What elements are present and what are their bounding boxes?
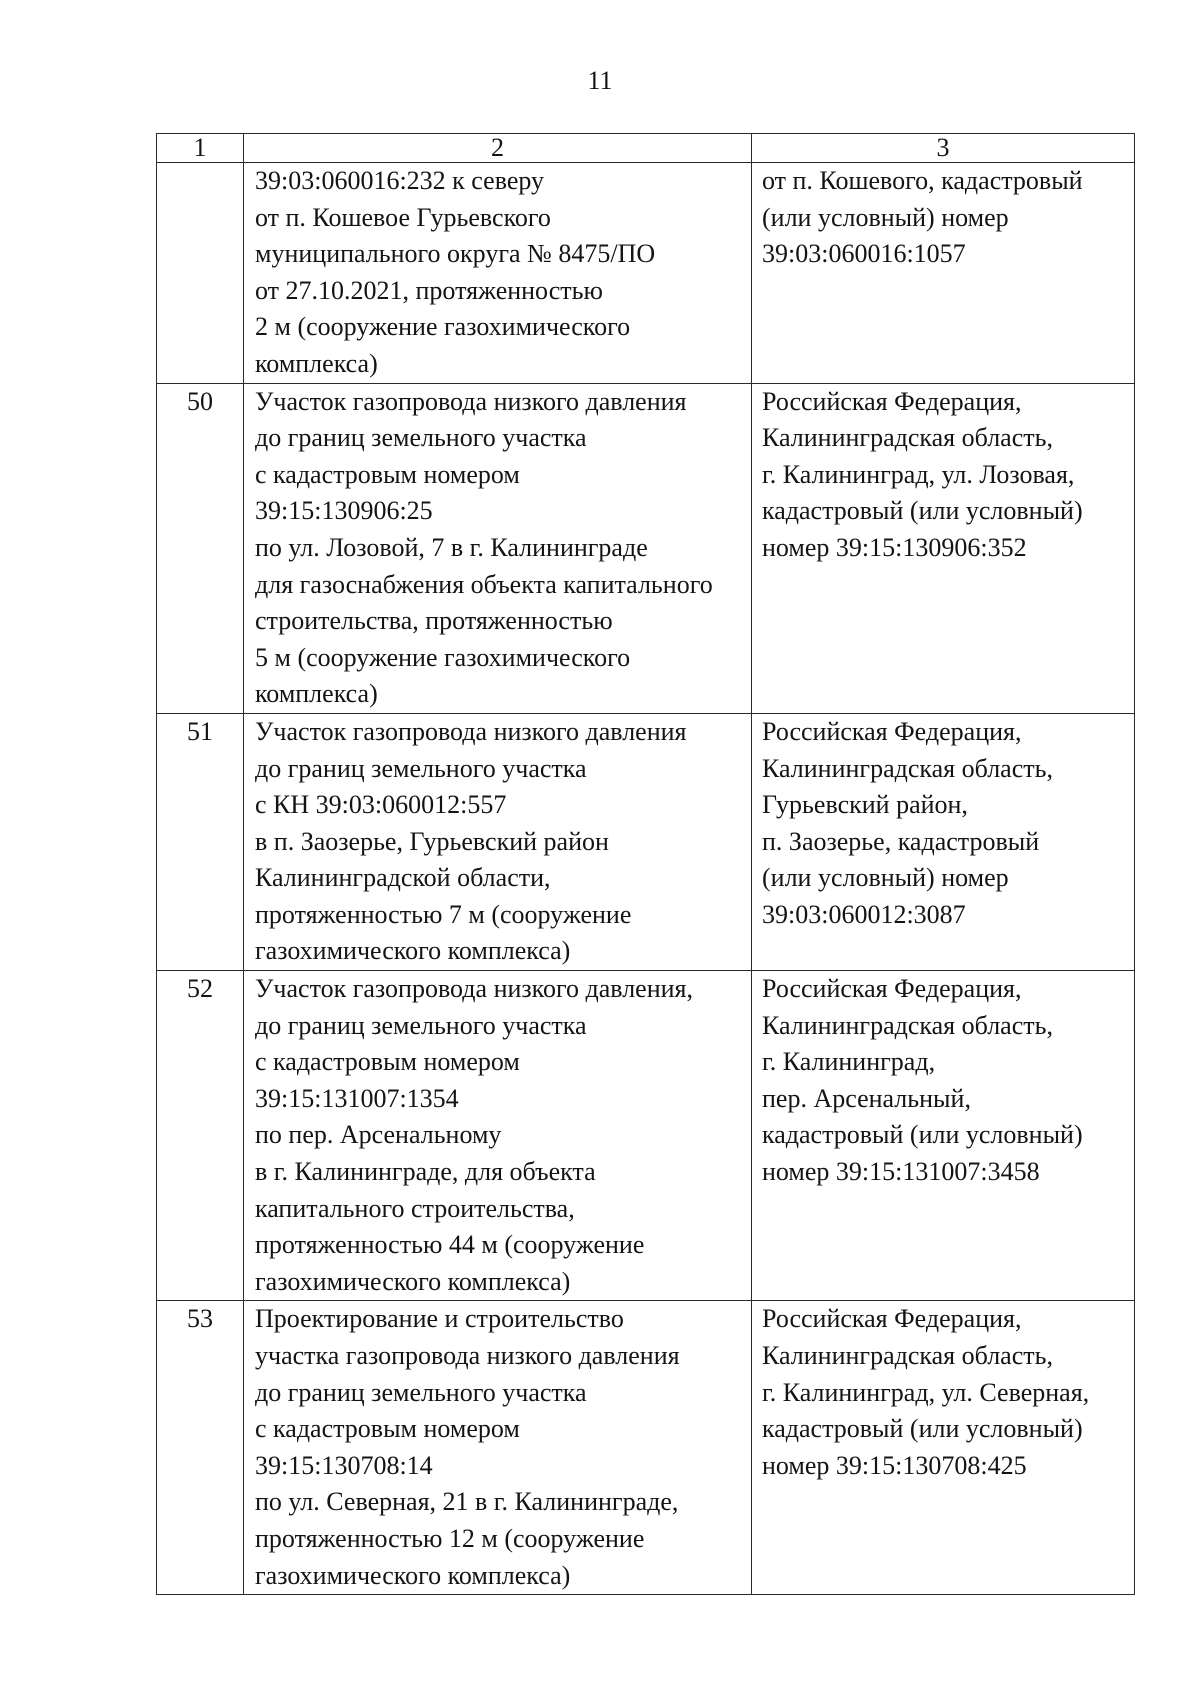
location-address-line: Калининградская область,	[762, 753, 1053, 783]
object-description-line: протяженностью 12 м (сооружение	[255, 1523, 645, 1553]
location-address-line: п. Заозерье, кадастровый	[762, 826, 1040, 856]
object-description-line: 2 м (сооружение газохимического	[255, 312, 631, 342]
row-number	[157, 163, 244, 384]
object-description-line: протяженностью 44 м (сооружение	[255, 1230, 645, 1260]
object-description-line: для газоснабжения объекта капитального	[255, 569, 713, 599]
column-header-number: 1	[157, 134, 244, 163]
object-description-line: Калининградской области,	[255, 863, 551, 893]
location-address-cell	[752, 713, 1135, 970]
location-address-line: Калининградская область,	[762, 423, 1053, 453]
table-row	[157, 383, 1135, 713]
object-description-line: капитального строительства,	[255, 1193, 575, 1223]
row-number: 50	[157, 383, 244, 713]
object-description-line: от 27.10.2021, протяженностью	[255, 275, 603, 305]
object-description-line: до границ земельного участка	[255, 423, 587, 453]
object-description-line: участка газопровода низкого давления	[255, 1341, 680, 1370]
location-address-line: от п. Кошевого, кадастровый	[762, 166, 1083, 195]
object-description-line: строительства, протяженностью	[255, 606, 613, 636]
object-description-line: муниципального округа № 8475/ПО	[255, 239, 656, 269]
object-description-line: от п. Кошевое Гурьевского	[255, 202, 551, 232]
registry-table	[156, 133, 1135, 1595]
object-description-line: 39:15:130906:25	[255, 496, 433, 526]
object-description-line: в п. Заозерье, Гурьевский район	[255, 826, 609, 856]
column-header-address: 3	[752, 134, 1135, 163]
location-address-line: Калининградская область,	[762, 1010, 1053, 1040]
object-description-line: 39:03:060016:232 к северу	[255, 166, 545, 195]
location-address-line: кадастровый (или условный)	[762, 1414, 1083, 1444]
location-address-line: номер 39:15:130906:352	[762, 532, 1027, 562]
object-description-cell	[244, 971, 752, 1301]
location-address-cell	[752, 971, 1135, 1301]
object-description-line: до границ земельного участка	[255, 753, 587, 783]
object-description-line: газохимического комплекса)	[255, 1560, 571, 1590]
object-description-line: 39:15:131007:1354	[255, 1083, 459, 1113]
location-address-line: Гурьевский район,	[762, 790, 968, 820]
location-address-line: номер 39:15:130708:425	[762, 1450, 1027, 1480]
location-address-line: кадастровый (или условный)	[762, 1120, 1083, 1150]
row-number: 53	[157, 1301, 244, 1595]
table-row	[157, 713, 1135, 970]
object-description-line: газохимического комплекса)	[255, 936, 571, 966]
column-header-description: 2	[244, 134, 752, 163]
location-address-line: Российская Федерация,	[762, 1304, 1022, 1334]
object-description-line: с КН 39:03:060012:557	[255, 790, 507, 820]
location-address-line: Калининградская область,	[762, 1341, 1053, 1370]
object-description-line: по пер. Арсенальному	[255, 1120, 502, 1150]
row-number: 51	[157, 713, 244, 970]
object-description-line: Проектирование и строительство	[255, 1304, 624, 1334]
location-address-line: г. Калининград, ул. Лозовая,	[762, 459, 1075, 489]
location-address-line: пер. Арсенальный,	[762, 1083, 971, 1113]
location-address-line: (или условный) номер	[762, 863, 1009, 893]
object-description-line: до границ земельного участка	[255, 1377, 587, 1407]
location-address-line: 39:03:060016:1057	[762, 239, 966, 269]
table-body	[157, 163, 1135, 1595]
object-description-cell	[244, 163, 752, 384]
object-description-line: комплекса)	[255, 348, 378, 378]
location-address-line: (или условный) номер	[762, 202, 1009, 232]
object-description-line: комплекса)	[255, 679, 378, 709]
location-address-line: номер 39:15:131007:3458	[762, 1157, 1040, 1187]
object-description-line: Участок газопровода низкого давления,	[255, 974, 694, 1004]
table-header	[157, 134, 1135, 163]
object-description-line: по ул. Лозовой, 7 в г. Калининграде	[255, 532, 648, 562]
location-address-line: Российская Федерация,	[762, 716, 1022, 746]
object-description-line: по ул. Северная, 21 в г. Калининграде,	[255, 1487, 679, 1517]
object-description-line: 5 м (сооружение газохимического	[255, 642, 631, 672]
location-address-cell	[752, 163, 1135, 384]
object-description-cell	[244, 383, 752, 713]
object-description-line: газохимического комплекса)	[255, 1266, 571, 1296]
location-address-cell	[752, 1301, 1135, 1595]
object-description-line: с кадастровым номером	[255, 1414, 520, 1444]
object-description-line: с кадастровым номером	[255, 1047, 520, 1077]
object-description-cell	[244, 1301, 752, 1595]
row-number: 52	[157, 971, 244, 1301]
object-description-line: с кадастровым номером	[255, 459, 520, 489]
location-address-line: Российская Федерация,	[762, 974, 1022, 1004]
location-address-line: г. Калининград,	[762, 1047, 936, 1077]
table-row	[157, 163, 1135, 384]
location-address-line: г. Калининград, ул. Северная,	[762, 1377, 1090, 1407]
object-description-line: 39:15:130708:14	[255, 1450, 433, 1480]
table-row	[157, 971, 1135, 1301]
location-address-cell	[752, 383, 1135, 713]
page-number: 11	[587, 66, 613, 95]
object-description-line: Участок газопровода низкого давления	[255, 386, 687, 416]
object-description-line: до границ земельного участка	[255, 1010, 587, 1040]
table-row	[157, 1301, 1135, 1595]
object-description-cell	[244, 713, 752, 970]
object-description-line: в г. Калининграде, для объекта	[255, 1157, 596, 1187]
location-address-line: кадастровый (или условный)	[762, 496, 1083, 526]
object-description-line: протяженностью 7 м (сооружение	[255, 899, 632, 929]
header-row	[157, 134, 1135, 163]
location-address-line: Российская Федерация,	[762, 386, 1022, 416]
object-description-line: Участок газопровода низкого давления	[255, 716, 687, 746]
location-address-line: 39:03:060012:3087	[762, 899, 966, 929]
